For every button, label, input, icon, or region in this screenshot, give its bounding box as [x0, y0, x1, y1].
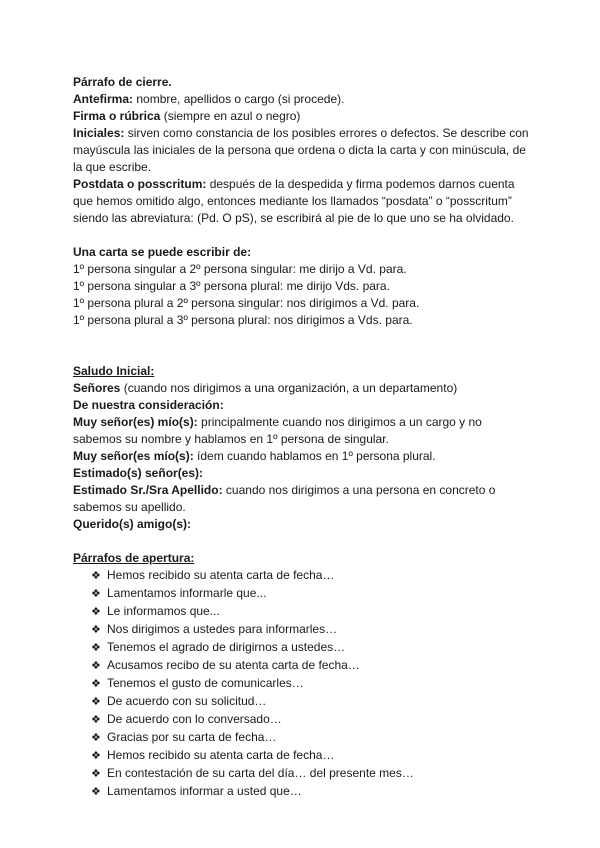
- persons-title: Una carta se puede escribir de:: [73, 245, 252, 259]
- queridos-line: Querido(s) amigo(s):: [73, 517, 192, 531]
- diamond-bullet-icon: ❖: [91, 768, 101, 780]
- diamond-bullet-icon: ❖: [91, 696, 101, 708]
- list-item: ❖ De acuerdo con lo conversado…: [91, 711, 533, 729]
- greeting-title: Saludo Inicial:: [73, 364, 155, 378]
- list-item: ❖ Acusamos recibo de su atenta carta de fecha…: [91, 657, 533, 675]
- diamond-bullet-icon: ❖: [91, 750, 101, 762]
- firma-line: Firma o rúbrica (siempre en azul o negro): [73, 109, 301, 123]
- list-item: ❖ Gracias por su carta de fecha…: [91, 729, 533, 747]
- list-item: ❖ Hemos recibido su atenta carta de fecha…: [91, 567, 533, 585]
- persons-line: 1º persona singular a 3º persona plural: me dirijo Vds. para.: [73, 279, 390, 293]
- opening-title: Párrafos de apertura:: [73, 551, 195, 565]
- diamond-bullet-icon: ❖: [91, 678, 101, 690]
- closing-title: Párrafo de cierre.: [73, 75, 172, 89]
- muy-senores-plural-line: Muy señor(es mío(s): ídem cuando hablamos en 1º persona plural.: [73, 449, 436, 463]
- antefirma-line: Antefirma: nombre, apellidos o cargo (si procede).: [73, 92, 345, 106]
- iniciales-paragraph: Iniciales: sirven como constancia de los posibles errores o defectos. Se describe con mayúscula las iniciales de la persona que ordena o dicta la carta y con minúscula, de la que escribe.: [73, 126, 529, 174]
- list-item: ❖ Lamentamos informar a usted que…: [91, 783, 533, 801]
- list-item: ❖ Le informamos que...: [91, 603, 533, 621]
- opening-list: [73, 567, 533, 801]
- list-item: ❖ De acuerdo con su solicitud…: [91, 693, 533, 711]
- diamond-bullet-icon: ❖: [91, 570, 101, 582]
- postdata-paragraph: Postdata o posscritum: después de la despedida y firma podemos darnos cuenta que hemos omitido algo, entonces mediante los llamados “posdata” o “posscritum” siendo las abreviatura: (Pd. O pS), se escribirá al pie de lo que uno se ha olvidado.: [73, 177, 515, 225]
- diamond-bullet-icon: ❖: [91, 606, 101, 618]
- document-body: [73, 74, 533, 801]
- list-item: ❖ Tenemos el agrado de dirigirnos a ustedes…: [91, 639, 533, 657]
- diamond-bullet-icon: ❖: [91, 588, 101, 600]
- list-item: ❖ Nos dirigimos a ustedes para informarles…: [91, 621, 533, 639]
- estimados-line: Estimado(s) señor(es):: [73, 466, 204, 480]
- diamond-bullet-icon: ❖: [91, 714, 101, 726]
- diamond-bullet-icon: ❖: [91, 660, 101, 672]
- estimado-apellido-paragraph: Estimado Sr./Sra Apellido: cuando nos dirigimos a una persona en concreto o sabemos su apellido.: [73, 483, 496, 514]
- list-item: ❖ Lamentamos informarle que...: [91, 585, 533, 603]
- persons-line: 1º persona singular a 2º persona singular: me dirijo a Vd. para.: [73, 262, 407, 276]
- diamond-bullet-icon: ❖: [91, 642, 101, 654]
- diamond-bullet-icon: ❖: [91, 732, 101, 744]
- muy-senores-paragraph: Muy señor(es) mío(s): principalmente cuando nos dirigimos a un cargo y no sabemos su nombre y hablamos en 1º persona de singular.: [73, 415, 482, 446]
- persons-line: 1º persona plural a 2º persona singular: nos dirigimos a Vd. para.: [73, 296, 420, 310]
- list-item: ❖ Hemos recibido su atenta carta de fecha…: [91, 747, 533, 765]
- list-item: ❖ En contestación de su carta del día… del presente mes…: [91, 765, 533, 783]
- senores-line: Señores (cuando nos dirigimos a una organización, a un departamento): [73, 381, 458, 395]
- list-item: ❖ Tenemos el gusto de comunicarles…: [91, 675, 533, 693]
- persons-line: 1º persona plural a 3º persona plural: nos dirigimos a Vds. para.: [73, 313, 413, 327]
- diamond-bullet-icon: ❖: [91, 624, 101, 636]
- consideracion-line: De nuestra consideración:: [73, 398, 224, 412]
- diamond-bullet-icon: ❖: [91, 786, 101, 798]
